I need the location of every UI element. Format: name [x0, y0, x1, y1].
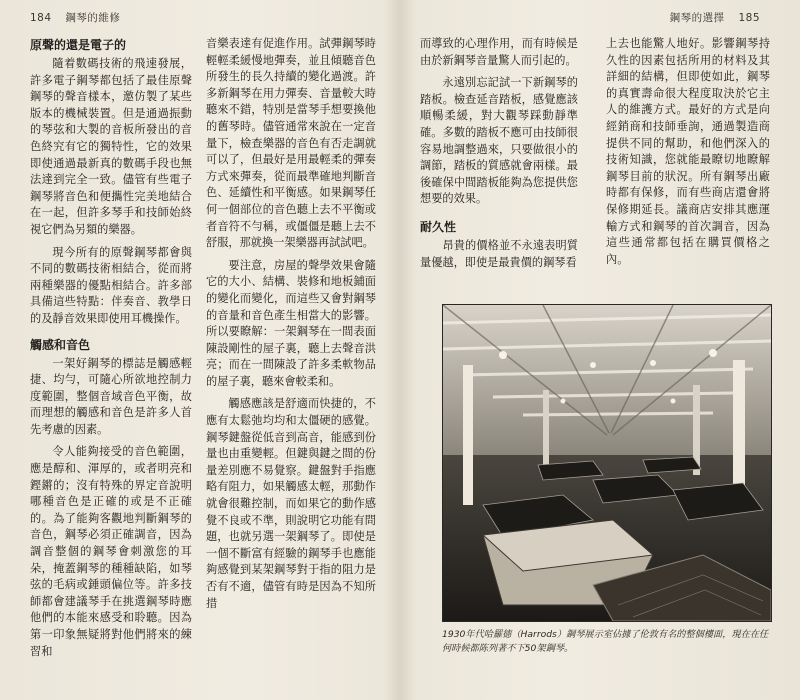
- photo-caption: 1930年代哈羅德（Harrods）鋼琴展示室佔據了伦敦有名的整個樓面，現在在任何時候都陈列著不下50架鋼琴。: [442, 629, 769, 654]
- paragraph: 隨着數碼技術的飛速發展，許多電子鋼琴都包括了最佳原聲鋼琴的聲音樣本，邀仿製了某些版本的機械裝置。但是通過振動的琴弦和大製的音板所發出的音色終究有它的獨特性，它的效果即使通過最新真的數碼手段也無法達到完全一致。儘管有些電子鋼琴將音色和便攜性完美地結合在一起，但許多琴手和技師始終視它們為另類的樂器。: [30, 57, 192, 236]
- left-column-2: [206, 36, 376, 618]
- paragraph: 觸感應該是舒適而快捷的，不應有太鬆弛均均和太僵硬的感覺。鋼琴鍵盤從低音到高音，能感到份量也由重變輕。但鍵與鍵之間的份量差別應不易覺察。鍵盤對手指應略有阻力，如果觸感太輕，那動作就會很難控制，而如果它的動作感覺不良或不準，則說明它功能有問題，也就另選一架鋼琴了。即使是一個不斷富有經驗的鋼琴手也應能夠感覺到某架鋼琴對于指的阻力是否有不適，儘管有時是因為不知所措: [206, 397, 376, 610]
- paragraph: 要注意，房屋的聲學效果會隨它的大小、結構、裝修和地板鋪面的變化而變化，而這些又會對鋼琴的音量和音色產生相當大的影響。所以要瞭解：一架鋼琴在一間表面陳設剛性的屋子裏，聽上去聲音洪亮；而在一間陳設了許多柔軟物品的屋子裏，聽來會較柔和。: [206, 258, 376, 388]
- paragraph: 而導致的心理作用，而有時候是由於新鋼琴音量驚人而引起的。: [420, 37, 578, 67]
- left-running-header: [30, 10, 130, 25]
- paragraph: 現今所有的原聲鋼琴都會與不同的數碼技術相結合，從而將兩種樂器的優點相結合。許多部具備這些特點：伴奏音、教學日的及靜音效果即使用耳機操作。: [30, 245, 192, 325]
- paragraph: 昂貴的價格並不永遠表明質量優越，即使是最貴價的鋼琴看: [420, 238, 578, 269]
- right-column-1: [420, 36, 578, 277]
- left-page: [30, 36, 376, 688]
- left-column-1: [30, 36, 192, 666]
- paragraph: 音樂表達有促進作用。試彈鋼琴時輕輕柔緩慢地彈奏，並且傾聽音色所發生的長久持續的變化過渡。許多新鋼琴在用力彈奏、音量較大時聽來不錯，特別是當琴手想要換他的舊琴時。儘管通常來說在一定音量下，檢查樂器的音色有否走調就可以了，但最好是用最輕柔的彈奏方式來彈奏，從而最準確地判斷音色、延續性和平衡感。如果鋼琴任何一個部位的音色聽上去不平衡或者音符不勻稱，或僵僵是聽上去不舒服，那就換一架樂器再試試吧。: [206, 37, 376, 250]
- showroom-photo-illustration: [443, 305, 771, 621]
- paragraph: 永遠別忘記試一下新鋼琴的踏板。檢查延音踏板，感覺應該順暢柔緩，對大觀琴踩動靜準確。多數的踏板不應可由技師很容易地調整過來，只要做很小的調節，踏板的質感就會兩樣。最後確保中間踏板能夠為您提供您想要的效果。: [420, 76, 578, 206]
- section-heading-acoustic-electric: 原聲的還是電子的: [30, 38, 127, 52]
- right-page-number: 185: [738, 12, 760, 24]
- left-running-title: 鋼琴的維修: [65, 12, 121, 24]
- right-running-title: 鋼琴的選擇: [669, 12, 725, 24]
- right-page: [420, 36, 770, 688]
- right-column-2: [606, 36, 770, 274]
- right-running-header: [670, 10, 770, 25]
- showroom-photo: [442, 304, 772, 622]
- section-heading-durability: 耐久性: [420, 219, 457, 234]
- paragraph: 一架好鋼琴的標誌是觸感輕捷、均勻，可隨心所欲地控制力度範圍，整個音域音色平衡，故而理想的觸感和音色是許多人首先考慮的因素。: [30, 356, 192, 436]
- section-heading-touch-tone: 觸感和音色: [30, 337, 91, 352]
- paragraph: 上去也能驚人地好。影響鋼琴持久性的因素包括所用的材料及其詳細的結構，但即使如此，鋼琴的真實壽命很大程度取決於它主人的維護方式。最好的方式是向經銷商和技師垂詢，通過製造商提供不同的幫助，和他們深入的技術知識，您就能最瞭切地瞭解鋼琴目前的狀況。所有鋼琴出廠時都有保修，而有些商店還會將保修期延長。議商店安排其應運輸方式和鋼琴的首次調音，因為這些通常都包括在購買價格之內。: [606, 37, 770, 266]
- left-page-number: 184: [30, 12, 52, 24]
- paragraph: 令人能夠接受的音色範圍，應是醇和、渾厚的，或者明亮和鏗鏘的；沒有特殊的界定音說明哪種音色是正確的或是不正確的。為了能夠客觀地判斷鋼琴的音色，鋼琴必須正確調音，因為調音整個的鋼琴會刺激您的耳朵，掩蓋鋼琴的種種缺陷，如琴弦的毛病或錘頭偏位等。許多技師都會建議琴手在挑選鋼琴時應他們的本能來感受和聆聽。因為第一印象無疑將對他們將來的練習和: [30, 445, 192, 658]
